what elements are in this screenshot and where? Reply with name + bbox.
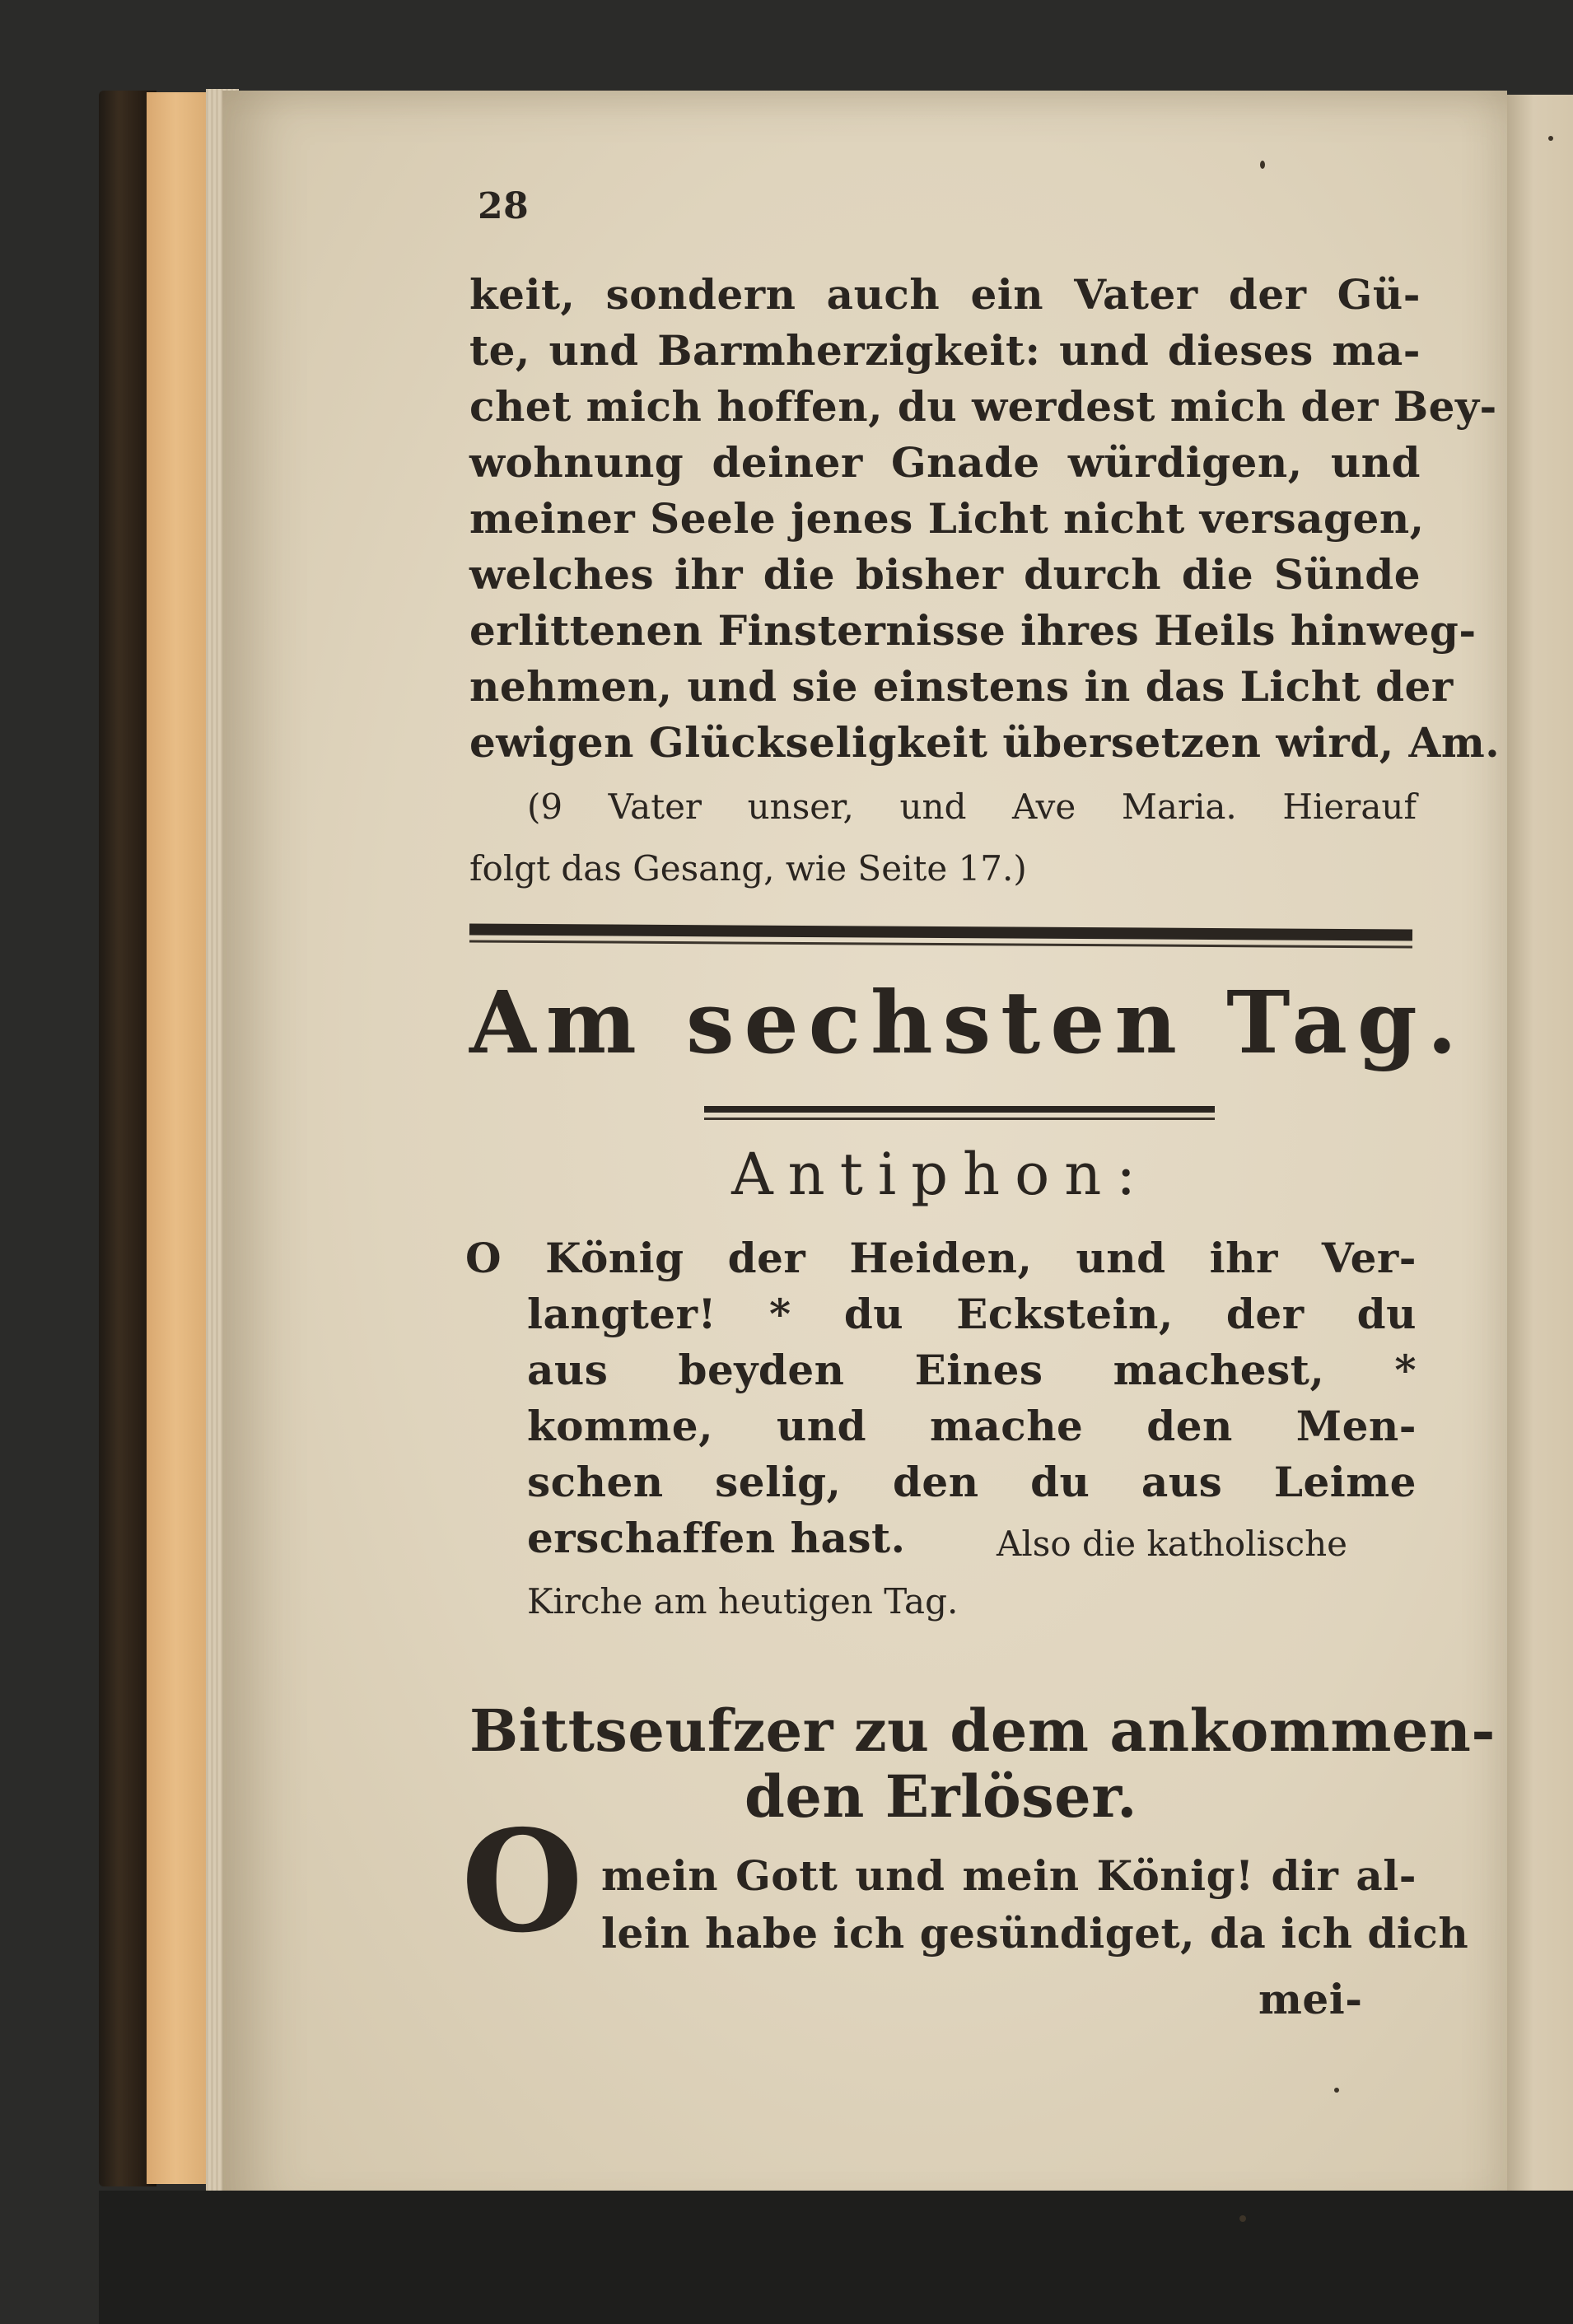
background-shadow (99, 2191, 1573, 2324)
heading-underline-thin (704, 1118, 1215, 1120)
prayer-title: Bittseufzer zu dem ankommen- (469, 1696, 1496, 1765)
paper-speck (1239, 2215, 1246, 2222)
antiphon-line: schen selig, den du aus Leime (527, 1458, 1417, 1506)
text-line: te, und Barmherzigkeit: und dieses ma- (469, 326, 1421, 375)
antiphon-tail: Kirche am heutigen Tag. (527, 1581, 959, 1622)
book-spine-edge (147, 92, 211, 2184)
text-line: ewigen Glückseligkeit übersetzen wird, Am. (469, 718, 1501, 767)
antiphon-line: aus beyden Eines machest, * (527, 1346, 1417, 1394)
prayer-line: lein habe ich gesündiget, da ich dich (601, 1909, 1469, 1958)
paper-speck (1548, 136, 1553, 141)
page-number: 28 (478, 185, 530, 227)
text-line: meiner Seele jenes Licht nicht versagen, (469, 494, 1425, 543)
antiphon-line: komme, und mache den Men- (527, 1402, 1417, 1450)
facing-page-edge (1507, 95, 1573, 2228)
antiphon-line: O König der Heiden, und ihr Ver- (465, 1234, 1417, 1282)
text-line: wohnung deiner Gnade würdigen, und (469, 438, 1421, 487)
section-heading: Am sechsten Tag. (469, 972, 1467, 1073)
antiphon-line: langter! * du Eckstein, der du (527, 1290, 1417, 1338)
catchword: mei- (1258, 1975, 1363, 2023)
drop-capital: O (461, 1799, 584, 1964)
antiphon-tail: Also die katholische (997, 1524, 1348, 1564)
note-line: (9 Vater unser, und Ave Maria. Hierauf (527, 786, 1417, 827)
paper-speck (1260, 161, 1265, 169)
antiphon-line: erschaffen hast. (527, 1514, 906, 1562)
paper-speck (1334, 2088, 1339, 2093)
antiphon-label: Antiphon: (731, 1141, 1151, 1208)
text-line: nehmen, und sie einstens in das Licht der (469, 662, 1454, 711)
text-line: welches ihr die bisher durch die Sünde (469, 550, 1421, 599)
text-line: chet mich hoffen, du werdest mich der Bey- (469, 382, 1497, 431)
prayer-title: den Erlöser. (744, 1762, 1138, 1831)
text-line: erlittenen Finsternisse ihres Heils hinweg- (469, 606, 1477, 655)
note-line: folgt das Gesang, wie Seite 17.) (469, 848, 1027, 889)
heading-underline (704, 1106, 1215, 1113)
text-line: keit, sondern auch ein Vater der Gü- (469, 270, 1421, 319)
prayer-line: mein Gott und mein König! dir al- (601, 1851, 1417, 1900)
